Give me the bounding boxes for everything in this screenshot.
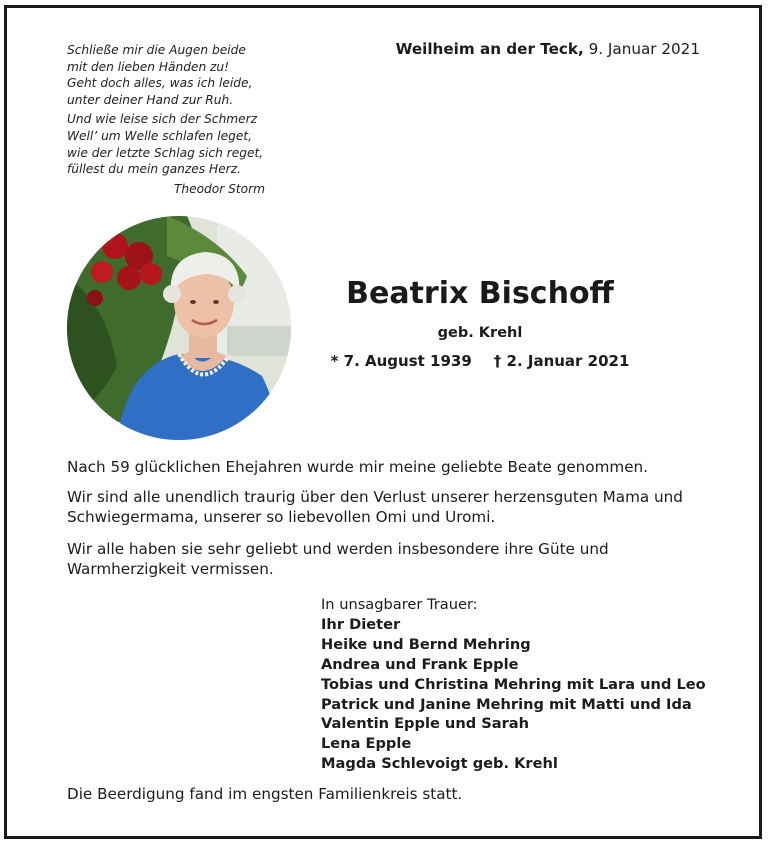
mourners-list bbox=[321, 595, 706, 774]
poem-line: unter deiner Hand zur Ruh. bbox=[67, 92, 234, 107]
mourner-name: Lena Epple bbox=[321, 735, 412, 753]
funeral-note: Die Beerdigung fand im engsten Familienkreis statt. bbox=[67, 785, 463, 803]
maiden-name: geb. Krehl bbox=[437, 325, 523, 341]
poem-line: Geht doch alles, was ich leide, bbox=[67, 76, 253, 91]
publication-date: 9. Januar 2021 bbox=[588, 40, 700, 58]
mourner-name: Valentin Epple und Sarah bbox=[321, 715, 530, 733]
poem-line: wie der letzte Schlag sich reget, bbox=[67, 145, 264, 160]
poem-stanza-1 bbox=[67, 42, 277, 108]
place-date bbox=[380, 40, 700, 58]
poem-line: Und wie leise sich der Schmerz bbox=[67, 112, 258, 127]
portrait-photo bbox=[67, 216, 291, 440]
poem-author: Theodor Storm bbox=[173, 181, 265, 196]
mourner-name: Ihr Dieter bbox=[321, 615, 401, 633]
deceased-name: Beatrix Bischoff bbox=[346, 276, 614, 311]
life-dates bbox=[300, 352, 660, 370]
mourners-intro: In unsagbarer Trauer: bbox=[321, 596, 478, 613]
poem-line: füllest du mein ganzes Herz. bbox=[67, 162, 241, 177]
text-paragraph-1: Nach 59 glücklichen Ehejahren wurde mir meine geliebte Beate genommen. bbox=[67, 458, 648, 476]
text-paragraph-2: Wir sind alle unendlich traurig über den Verlust unserer herzensguten Mama und Schwiegermama, unserer so liebevollen Omi und Uromi. bbox=[67, 488, 683, 526]
birth-date: * 7. August 1939 bbox=[330, 352, 472, 370]
poem-line: Schließe mir die Augen beide bbox=[67, 43, 246, 57]
mourner-name: Andrea und Frank Epple bbox=[321, 655, 519, 673]
death-date: † 2. Januar 2021 bbox=[493, 352, 630, 370]
poem-stanza-2 bbox=[67, 111, 277, 177]
poem-line: mit den lieben Händen zu! bbox=[67, 59, 230, 74]
mourner-name: Patrick und Janine Mehring mit Matti und Ida bbox=[321, 695, 692, 713]
poem bbox=[67, 42, 277, 197]
mourner-name: Heike und Bernd Mehring bbox=[321, 635, 531, 653]
mourner-name: Tobias und Christina Mehring mit Lara und Leo bbox=[321, 675, 706, 693]
place: Weilheim an der Teck, bbox=[395, 40, 584, 58]
portrait-illustration bbox=[67, 216, 291, 440]
poem-line: Well’ um Welle schlafen leget, bbox=[67, 128, 253, 143]
text-paragraph-3: Wir alle haben sie sehr geliebt und werden insbesondere ihre Güte und Warmherzigkeit vermissen. bbox=[67, 540, 609, 578]
mourner-name: Magda Schlevoigt geb. Krehl bbox=[321, 755, 558, 773]
